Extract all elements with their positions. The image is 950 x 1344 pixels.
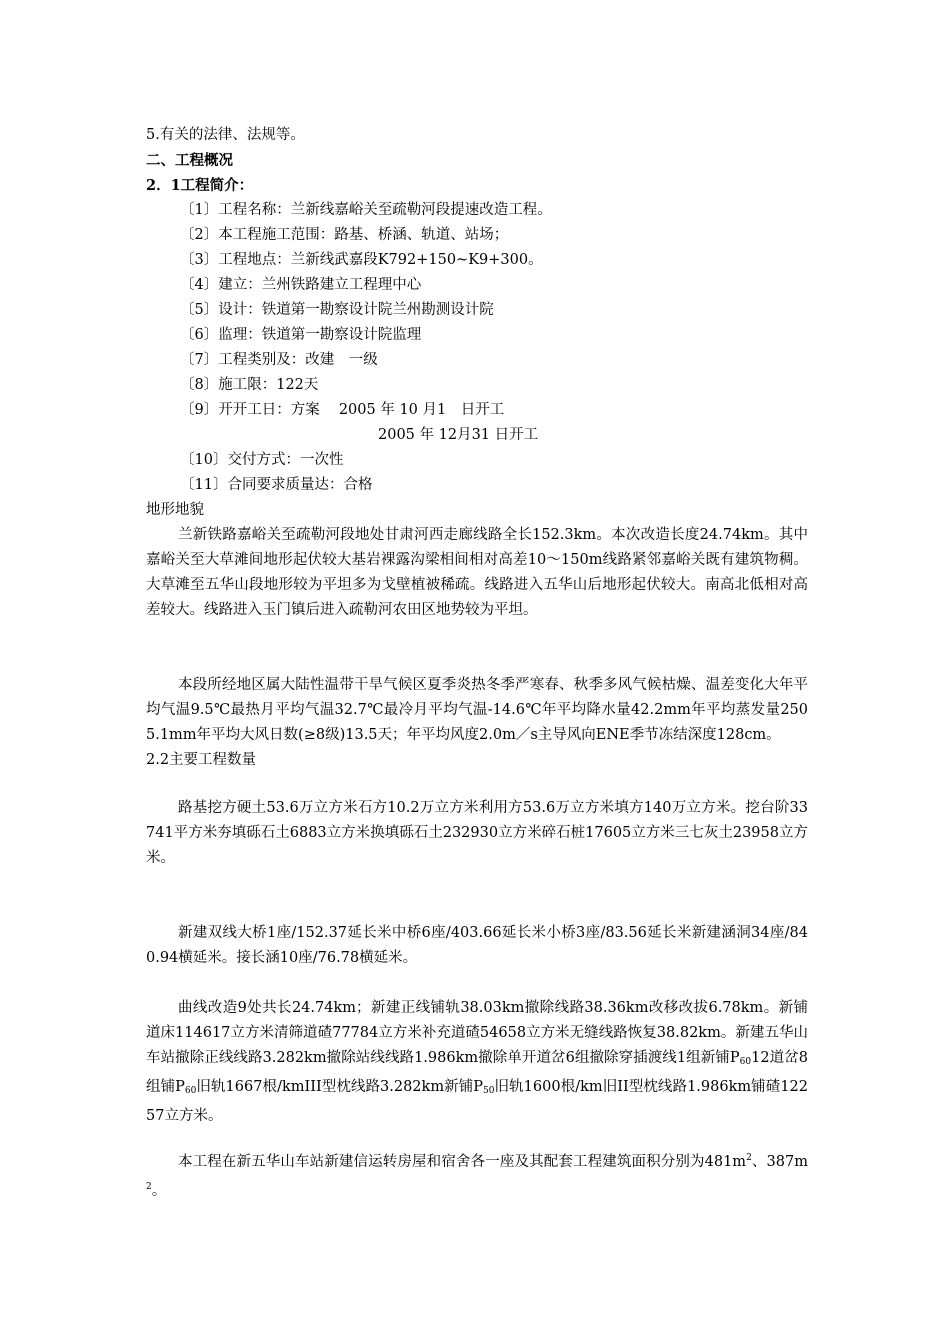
area-superscript: 2: [746, 1153, 752, 1163]
building-text: 本工程在新五华山车站新建信运转房屋和宿舍各一座及其配套工程建筑面积分别为481m: [178, 1154, 747, 1170]
building-text: 、387m: [751, 1154, 808, 1170]
terrain-heading: 地形地貌: [146, 502, 204, 518]
rail-weight-subscript: 60: [739, 1057, 752, 1067]
subsection-title-2: 2.2主要工程数量: [146, 752, 257, 768]
intro-line: 5.有关的法律、法规等。: [146, 127, 305, 143]
earthwork-paragraph: 路基挖方硬土53.6万立方米石方10.2万立方米利用方53.6万立方米填方140万立方米。挖台阶33741平方米夯填砾石土6883立方米换填砾石土232930立方米碎石桩17605立方米三七灰土23958立方米。: [146, 800, 808, 866]
bridge-paragraph: 新建双线大桥1座/152.37延长米中桥6座/403.66延长米小桥3座/83.56延长米新建涵洞34座/840.94横延米。接长涵10座/76.78横延米。: [146, 925, 808, 966]
list-item: 〔6〕监理：铁道第一勘察设计院监理: [180, 327, 422, 343]
terrain-paragraph: 兰新铁路嘉峪关至疏勒河段地处甘肃河西走廊线路全长152.3km。本次改造长度24.74km。其中嘉峪关至大草滩间地形起伏较大基岩裸露沟梁相间相对高差10～150m线路紧邻嘉峪关既有建筑物稠。大草滩至五华山段地形较为平坦多为戈壁植被稀疏。线路进入五华山后地形起伏较大。南高北低相对高差较大。线路进入玉门镇后进入疏勒河农田区地势较为平坦。: [146, 527, 808, 618]
list-item: 〔10〕交付方式：一次性: [180, 452, 344, 468]
track-text: 旧轨1667根/kmIII型枕线路3.282km新铺P: [196, 1079, 484, 1095]
climate-paragraph: 本段所经地区属大陆性温带干旱气候区夏季炎热冬季严寒春、秋季多风气候枯燥、温差变化大年平均气温9.5℃最热月平均气温32.7℃最冷月平均气温-14.6℃年平均降水量42.2mm年平均蒸发量2505.1mm年平均大风日数(≥8级)13.5天；年平均风度2.0m／s主导风向ENE季节冻结深度128cm。: [146, 677, 808, 743]
area-superscript: 2: [146, 1182, 152, 1192]
list-item: 〔11〕合同要求质量达：合格: [180, 477, 373, 493]
subsection-title: 2．1工程简介：: [146, 177, 254, 194]
schedule-line-2: 2005 年 12月31 日开工: [378, 427, 539, 443]
rail-weight-subscript: 60: [184, 1086, 197, 1096]
section-title: 二、工程概况: [146, 152, 233, 169]
rail-weight-subscript: 50: [483, 1086, 495, 1096]
list-item: 〔4〕建立：兰州铁路建立工程理中心: [180, 277, 422, 293]
list-item: 〔5〕设计：铁道第一勘察设计院兰州勘测设计院: [180, 302, 494, 318]
list-item: 〔1〕工程名称：兰新线嘉峪关至疏勒河段提速改造工程。: [180, 202, 552, 218]
list-item: 〔2〕本工程施工范围：路基、桥涵、轨道、站场；: [180, 227, 509, 243]
list-item: 〔7〕工程类别及：改建 一级: [180, 352, 378, 368]
list-item: 〔8〕施工限：122天: [180, 377, 319, 393]
track-text: 曲线改造9处共长24.74km；新建正线铺轨38.03km撤除线路38.36km改移改拔6.78km。新铺道床114617立方米清筛道碴77784立方米补充道碴54658立方米无缝线路恢复38.82km。新建五华山车站撤除正线线路3.282km撤除站线线路1.986km撤除单开道岔6组撤除穿插渡线1组新铺P: [146, 1000, 808, 1066]
track-text: 旧轨1600根/km旧II型枕线路1.986km铺碴12257立方米。: [146, 1079, 808, 1124]
building-paragraph: [146, 1146, 808, 1204]
list-item: 〔3〕工程地点：兰新线武嘉段K792+150~K9+300。: [180, 252, 543, 268]
track-paragraph: [146, 996, 808, 1129]
building-text: 。: [151, 1183, 167, 1199]
list-item: 〔9〕开开工日：方案 2005 年 10 月1 日开工: [180, 402, 505, 418]
track-text: 12道岔8组铺P: [146, 1050, 808, 1095]
